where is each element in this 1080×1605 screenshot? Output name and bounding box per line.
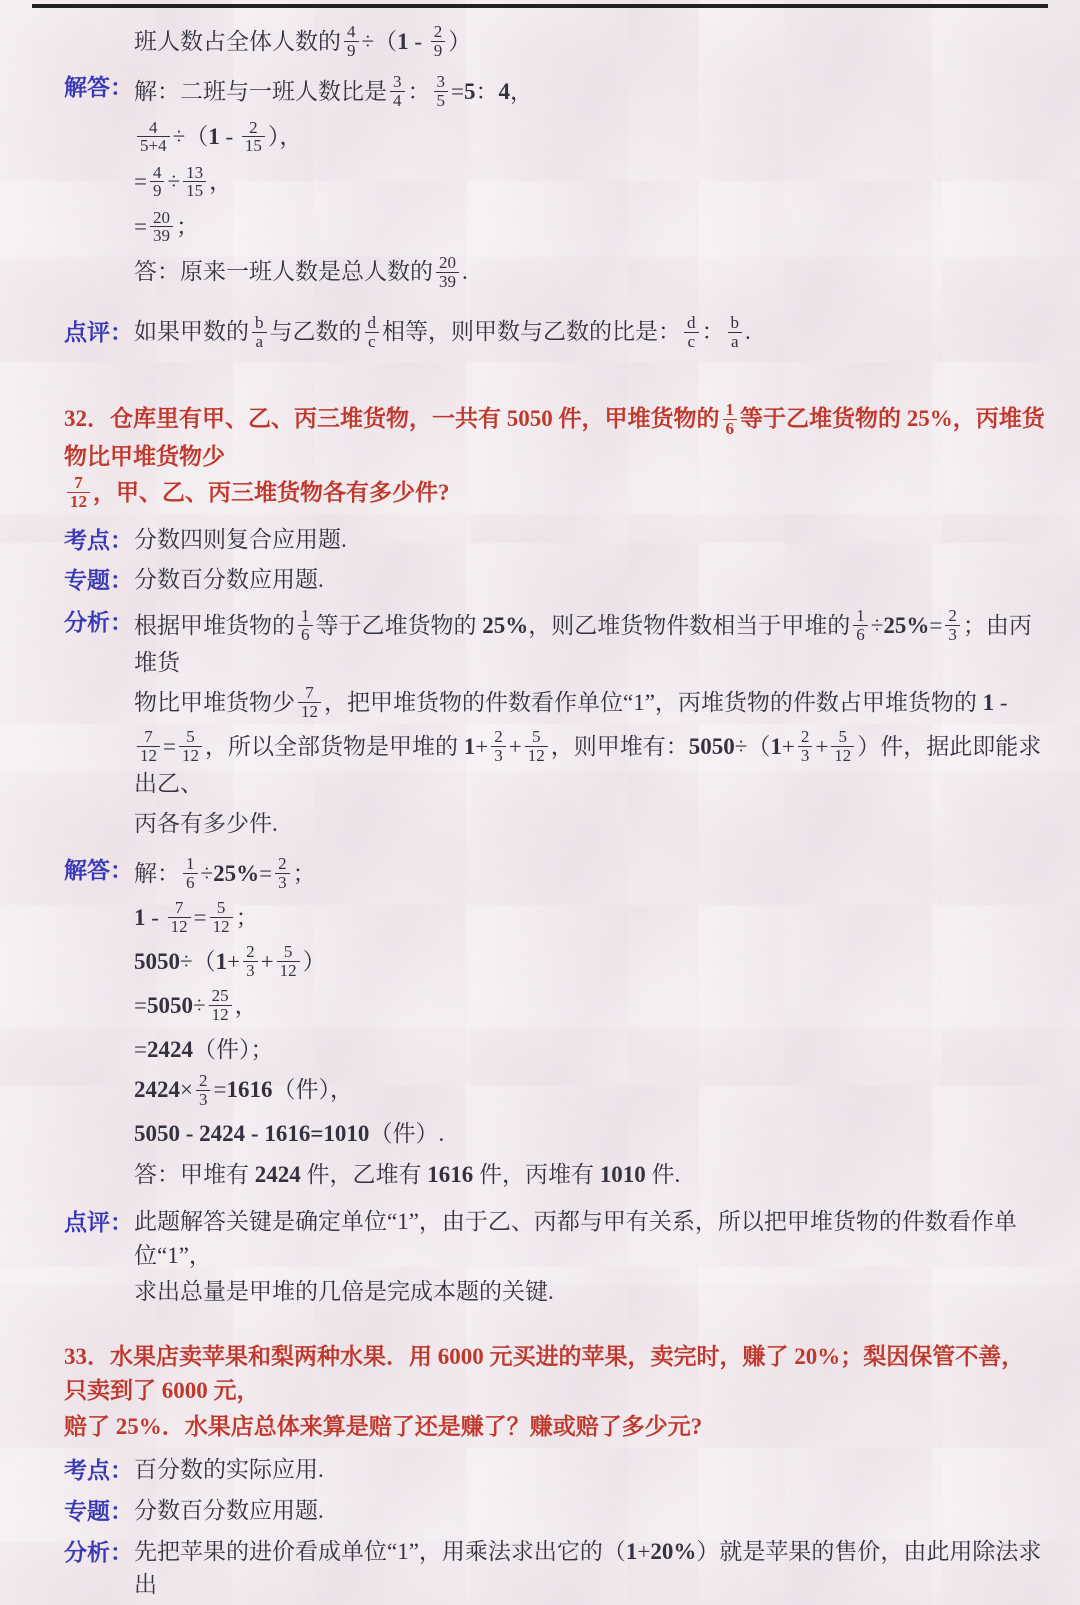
text-segment: ÷	[200, 860, 214, 886]
topic-32	[64, 520, 1046, 559]
fraction-denominator: 3	[196, 1090, 211, 1109]
fraction-numerator: 4	[347, 22, 356, 42]
text-segment: =	[134, 214, 147, 240]
fraction	[210, 899, 233, 936]
fraction	[67, 474, 90, 511]
section-label: 解答：	[64, 857, 133, 883]
text-segment: 此题解答关键是确定单位“1”，由于乙、丙都与甲有关系，所以把甲堆货物的件数看作单位“1”，	[134, 1209, 1017, 1268]
text-segment: ÷（	[734, 734, 771, 760]
text-line	[134, 252, 1046, 292]
text-segment: 1	[463, 734, 476, 760]
text-segment: ）就是苹果的售价，由此用除法求出	[134, 1538, 1042, 1598]
fraction-numerator: 3	[436, 72, 445, 92]
comment-31	[64, 312, 1046, 355]
fraction	[298, 684, 321, 721]
fraction	[275, 855, 290, 892]
text-segment: 相等，则甲数与乙数的比是：	[382, 319, 681, 345]
fraction-numerator: 5	[186, 727, 195, 747]
fraction-numerator: b	[255, 312, 264, 332]
fraction-numerator: 2	[278, 854, 287, 874]
fraction	[137, 119, 170, 156]
block-content	[134, 1532, 1046, 1605]
text-segment: ÷	[870, 612, 884, 638]
text-segment: 分数百分数应用题.	[134, 1497, 324, 1523]
text-segment: =	[213, 1077, 227, 1103]
fraction	[298, 607, 313, 644]
text-line	[134, 1494, 1046, 1527]
text-segment: （件）.	[369, 1121, 445, 1147]
text-line	[134, 162, 1046, 202]
text-segment: ÷（	[180, 948, 216, 974]
text-line	[134, 22, 1046, 62]
fraction-denominator: a	[728, 332, 743, 351]
fraction-numerator: 1	[186, 854, 195, 874]
text-segment: 根据甲堆货物的	[134, 612, 295, 638]
fraction-denominator: 12	[525, 746, 548, 765]
fraction-numerator: d	[687, 312, 696, 332]
text-segment: 5050 - 2424 - 1616=1010	[134, 1121, 370, 1147]
text-segment: 6000	[437, 1344, 484, 1370]
text-segment: 1	[982, 690, 995, 715]
text-segment: ，	[234, 993, 258, 1018]
text-segment: ；	[175, 214, 199, 240]
text-line	[134, 605, 1046, 679]
fraction-denominator: 12	[67, 492, 90, 511]
section-label: 考点：	[64, 1458, 133, 1484]
text-line	[134, 1158, 1046, 1191]
fraction-numerator: 2	[246, 942, 255, 962]
text-segment: 分数百分数应用题.	[134, 567, 324, 593]
fraction-numerator: 5	[531, 727, 541, 747]
text-segment: ）	[448, 29, 472, 54]
text-segment: 1	[397, 29, 409, 54]
fraction-numerator: 7	[174, 898, 184, 918]
fraction-numerator: 7	[74, 473, 83, 493]
text-segment: 1616	[427, 1161, 474, 1187]
fraction	[183, 164, 206, 201]
fraction	[344, 23, 359, 60]
fraction-numerator: 3	[393, 72, 402, 92]
text-segment: -	[408, 29, 428, 54]
block-content	[134, 1202, 1046, 1311]
text-segment: 百分数的实际应用.	[134, 1457, 324, 1483]
fraction-denominator: 6	[723, 419, 738, 438]
text-segment: ：	[475, 79, 499, 105]
fraction-numerator: 7	[144, 727, 153, 747]
text-segment: 1	[625, 1538, 638, 1564]
text-segment: 解：二班与一班人数比是	[134, 79, 387, 105]
fraction	[150, 209, 173, 246]
text-segment: =	[929, 612, 943, 638]
text-segment: 20%	[794, 1344, 841, 1370]
text-segment: ：	[407, 79, 431, 105]
text-segment: +	[781, 734, 795, 760]
text-segment: 答：原来一班人数是总人数的	[134, 259, 433, 285]
fraction	[183, 855, 198, 892]
text-segment: ÷（	[172, 124, 209, 150]
text-segment: 2424	[146, 1037, 193, 1063]
text-segment: +	[475, 734, 489, 760]
text-segment: 答：甲堆有	[134, 1161, 255, 1187]
fraction	[684, 314, 699, 351]
text-segment: 5050	[688, 734, 735, 760]
fraction	[945, 607, 960, 644]
text-segment: +	[637, 1538, 651, 1564]
text-line	[134, 117, 1046, 157]
text-segment: 件，丙堆有	[473, 1161, 600, 1187]
text-segment: 1616	[226, 1077, 273, 1103]
fraction-denominator: 39	[150, 226, 173, 245]
fraction	[723, 401, 738, 438]
fraction-numerator: 2	[948, 605, 957, 625]
block-content	[134, 560, 1046, 599]
block-content	[64, 1337, 1046, 1446]
text-segment: 25%	[115, 1413, 162, 1439]
text-segment: ，	[509, 79, 533, 105]
text-segment: 20%	[650, 1538, 697, 1564]
text-segment: 赔了	[64, 1413, 116, 1439]
text-segment: .	[745, 319, 751, 345]
text-line	[64, 473, 1046, 513]
text-segment: 2424	[134, 1077, 180, 1103]
fraction-numerator: 2	[494, 727, 503, 747]
text-segment: 2424	[254, 1161, 301, 1187]
fraction-numerator: 13	[186, 162, 204, 182]
fraction-denominator: 4	[390, 91, 405, 110]
fraction-numerator: 1	[301, 605, 310, 625]
text-segment: 等于乙堆货物的	[740, 406, 907, 432]
fraction-denominator: c	[365, 332, 380, 351]
text-segment: 32．仓库里有甲、乙、丙三堆货物，一共有	[64, 406, 507, 432]
text-segment: 元，	[207, 1377, 260, 1403]
text-line	[134, 1070, 1046, 1110]
fraction-denominator: 12	[210, 917, 233, 936]
fraction-numerator: 2	[433, 22, 443, 42]
text-segment: 1	[770, 734, 782, 760]
fraction-denominator: 12	[179, 746, 202, 765]
fraction	[798, 728, 813, 765]
text-segment: 件，甲堆货物的	[552, 406, 720, 432]
section-label: 专题：	[64, 568, 133, 594]
section-label: 考点：	[64, 527, 133, 553]
text-segment: =	[134, 169, 147, 195]
fraction	[365, 314, 380, 351]
text-line	[134, 207, 1046, 247]
text-line	[134, 854, 1046, 894]
text-segment: 1	[208, 124, 220, 150]
text-segment: ，则乙堆货物件数相当于甲堆的	[528, 612, 851, 638]
text-line	[64, 399, 1046, 472]
text-segment: =	[259, 860, 273, 886]
fraction-denominator: 6	[298, 625, 313, 644]
fraction-denominator: 5+4	[137, 136, 170, 155]
text-line	[134, 1453, 1046, 1486]
text-segment: 5050	[134, 948, 180, 974]
text-segment: 丙各有多少件.	[134, 811, 278, 837]
section-label: 专题：	[64, 1498, 133, 1524]
top-divider	[32, 4, 1048, 8]
text-segment: =	[451, 79, 464, 105]
text-segment: ）件，据此即能求出乙、	[134, 734, 1042, 797]
subject-32	[64, 560, 1046, 599]
fraction	[209, 987, 232, 1024]
text-segment: -	[219, 124, 239, 150]
section-label: 解答：	[64, 75, 133, 101]
text-segment: 与乙数的	[269, 319, 362, 345]
block-content	[134, 850, 1046, 1198]
fraction-denominator: 5	[434, 91, 449, 110]
fraction	[243, 943, 258, 980]
fraction	[390, 73, 405, 110]
section-label: 分析：	[64, 1539, 133, 1565]
text-segment: +	[260, 948, 274, 974]
text-segment: .	[462, 259, 468, 285]
text-segment: 1	[134, 904, 146, 930]
text-segment: ）	[302, 948, 326, 974]
subject-33	[64, 1491, 1046, 1530]
fraction-denominator: 15	[183, 181, 206, 200]
text-segment: ：	[701, 319, 725, 345]
fraction-denominator: 3	[243, 961, 258, 980]
fraction-denominator: 12	[298, 702, 321, 721]
fraction-denominator: 3	[945, 625, 960, 644]
fraction-numerator: 20	[439, 252, 456, 272]
comment-32	[64, 1202, 1046, 1311]
text-segment: ÷	[167, 169, 181, 195]
text-segment: +	[815, 734, 829, 760]
fraction	[525, 728, 548, 765]
fraction	[434, 73, 449, 110]
text-segment: 求出总量是甲堆的几倍是完成本题的关键.	[134, 1278, 554, 1304]
section-label: 点评：	[64, 1210, 133, 1236]
text-line	[134, 523, 1046, 556]
text-segment: 解：	[134, 860, 180, 886]
fraction-denominator: 3	[798, 746, 813, 765]
text-segment: ；	[292, 860, 316, 886]
section-label: 分析：	[64, 609, 133, 635]
text-segment: =	[193, 904, 207, 930]
text-segment: =	[134, 993, 147, 1018]
fraction	[150, 164, 165, 201]
text-segment: ，把甲堆货物的件数看作单位“1”，丙堆货物的件数占甲堆货物的	[324, 690, 983, 715]
block-content	[134, 602, 1046, 848]
text-segment: 分数四则复合应用题.	[134, 526, 347, 552]
block-content	[134, 1450, 1046, 1489]
text-segment: 件，乙堆有	[300, 1161, 428, 1187]
fraction	[137, 728, 160, 765]
fraction	[431, 23, 446, 60]
text-line	[134, 807, 1046, 840]
label-spacer	[64, 22, 134, 24]
fraction	[853, 607, 868, 644]
text-line	[64, 1410, 1046, 1443]
text-segment: 1	[215, 948, 228, 974]
fraction-denominator: 3	[491, 746, 506, 765]
fraction	[277, 943, 300, 980]
fraction-denominator: 39	[436, 272, 459, 291]
text-segment: 元买进的苹果，卖完时，赚了	[483, 1344, 795, 1370]
text-segment: 33．水果店卖苹果和梨两种水果．用	[64, 1344, 438, 1370]
topic-33	[64, 1450, 1046, 1489]
text-segment: =	[134, 1037, 147, 1063]
text-segment: +	[508, 734, 522, 760]
fraction	[491, 728, 506, 765]
text-line	[134, 1275, 1046, 1308]
fraction-numerator: 4	[152, 162, 162, 182]
text-line	[134, 563, 1046, 596]
fraction	[252, 314, 267, 351]
fraction-numerator: 25	[211, 986, 229, 1006]
answer-32	[64, 850, 1046, 1198]
text-segment: ，则甲堆有：	[550, 734, 689, 760]
fraction-numerator: 7	[305, 683, 314, 703]
text-segment: 物比甲堆货物少	[134, 690, 295, 715]
text-line	[134, 1535, 1046, 1602]
block-content	[134, 1491, 1046, 1530]
text-line	[134, 898, 1046, 938]
text-segment: 25%	[482, 612, 529, 638]
text-line	[134, 683, 1046, 723]
fraction-numerator: 5	[283, 942, 293, 962]
text-line	[64, 1340, 1046, 1407]
text-line	[134, 312, 1046, 352]
block-content	[134, 520, 1046, 559]
text-segment: ÷（	[361, 29, 398, 54]
text-segment: 4	[498, 79, 510, 105]
fraction-denominator: 15	[242, 136, 265, 155]
text-segment: 25%	[883, 612, 930, 638]
fraction-numerator: d	[367, 312, 376, 332]
text-segment: 如果甲数的	[134, 319, 249, 345]
text-segment: ；梨因保管不善，只卖到了	[64, 1344, 1025, 1403]
text-segment: ；	[235, 904, 259, 930]
analysis-32	[64, 602, 1046, 848]
fraction-denominator: 12	[831, 746, 854, 765]
analysis-tail	[64, 22, 1046, 65]
analysis-33	[64, 1532, 1046, 1605]
text-line	[134, 1205, 1046, 1272]
block-content	[134, 67, 1046, 300]
fraction	[436, 254, 459, 291]
text-segment: ．水果店总体来算是赔了还是赚了？赚或赔了多少元?	[161, 1413, 703, 1439]
text-segment: 班人数占全体人数的	[134, 29, 341, 54]
fraction-denominator: 12	[168, 917, 191, 936]
text-segment: ，丙堆货物比甲堆货物少	[64, 406, 1045, 469]
text-line	[134, 1117, 1046, 1150]
fraction-numerator: 1	[856, 605, 865, 625]
fraction-numerator: 2	[198, 1070, 208, 1090]
fraction-denominator: 9	[150, 181, 165, 200]
answer-31	[64, 67, 1046, 300]
fraction-denominator: 3	[275, 873, 290, 892]
block-content	[134, 22, 1046, 65]
text-segment: =	[163, 734, 176, 760]
text-segment: -	[145, 904, 165, 930]
text-line	[134, 1033, 1046, 1066]
problem-33	[64, 1337, 1046, 1446]
text-segment: ，甲、乙、丙三堆货物各有多少件?	[93, 479, 450, 505]
fraction-denominator: 12	[209, 1005, 232, 1024]
fraction-denominator: 12	[277, 961, 300, 980]
text-segment: +	[227, 948, 241, 974]
fraction-denominator: 6	[853, 625, 868, 644]
text-line	[134, 72, 1046, 112]
text-segment: ），	[267, 124, 303, 150]
fraction-denominator: 12	[137, 746, 160, 765]
text-segment: -	[994, 690, 1014, 715]
text-segment: 5	[463, 79, 476, 105]
fraction	[831, 728, 854, 765]
fraction	[728, 314, 743, 351]
fraction-denominator: 6	[183, 873, 198, 892]
text-segment: 1010	[599, 1161, 646, 1187]
fraction-numerator: 2	[800, 727, 810, 747]
text-segment: ，	[209, 169, 233, 195]
document-body	[30, 22, 1050, 1605]
block-content	[64, 399, 1046, 515]
fraction-numerator: b	[730, 312, 739, 332]
fraction	[242, 119, 265, 156]
fraction-numerator: 20	[152, 207, 170, 227]
fraction-denominator: 9	[344, 41, 359, 60]
text-line	[134, 942, 1046, 982]
fraction-denominator: a	[252, 332, 267, 351]
text-segment: ÷	[192, 993, 206, 1018]
text-segment: ；由丙堆货	[134, 612, 1032, 675]
fraction-numerator: 2	[249, 117, 258, 137]
fraction-denominator: 9	[431, 41, 446, 60]
fraction-numerator: 5	[838, 727, 848, 747]
fraction-numerator: 1	[725, 399, 734, 419]
text-segment: （件）；	[192, 1037, 274, 1063]
block-content	[134, 312, 1046, 355]
fraction	[196, 1072, 211, 1109]
text-segment: 6000	[161, 1377, 208, 1403]
text-segment: 25%	[213, 860, 260, 886]
text-segment: ×	[180, 1077, 193, 1103]
text-segment: 件.	[645, 1161, 681, 1187]
text-line	[134, 986, 1046, 1026]
text-segment: 5050	[506, 406, 553, 432]
text-segment: 先把苹果的进价看成单位“1”，用乘法求出它的（	[134, 1538, 626, 1564]
text-segment: 等于乙堆货物的	[315, 612, 483, 638]
text-segment: （件），	[272, 1077, 353, 1103]
fraction	[179, 728, 202, 765]
text-segment: ，所以全部货物是甲堆的	[204, 734, 464, 760]
section-label: 点评：	[64, 320, 133, 346]
fraction-denominator: c	[684, 332, 699, 351]
text-segment: 25%	[906, 406, 953, 432]
text-line	[134, 727, 1046, 800]
fraction	[168, 899, 191, 936]
problem-32	[64, 399, 1046, 515]
text-segment: 5050	[146, 993, 193, 1018]
fraction-numerator: 5	[216, 898, 226, 918]
fraction-numerator: 4	[149, 117, 158, 137]
